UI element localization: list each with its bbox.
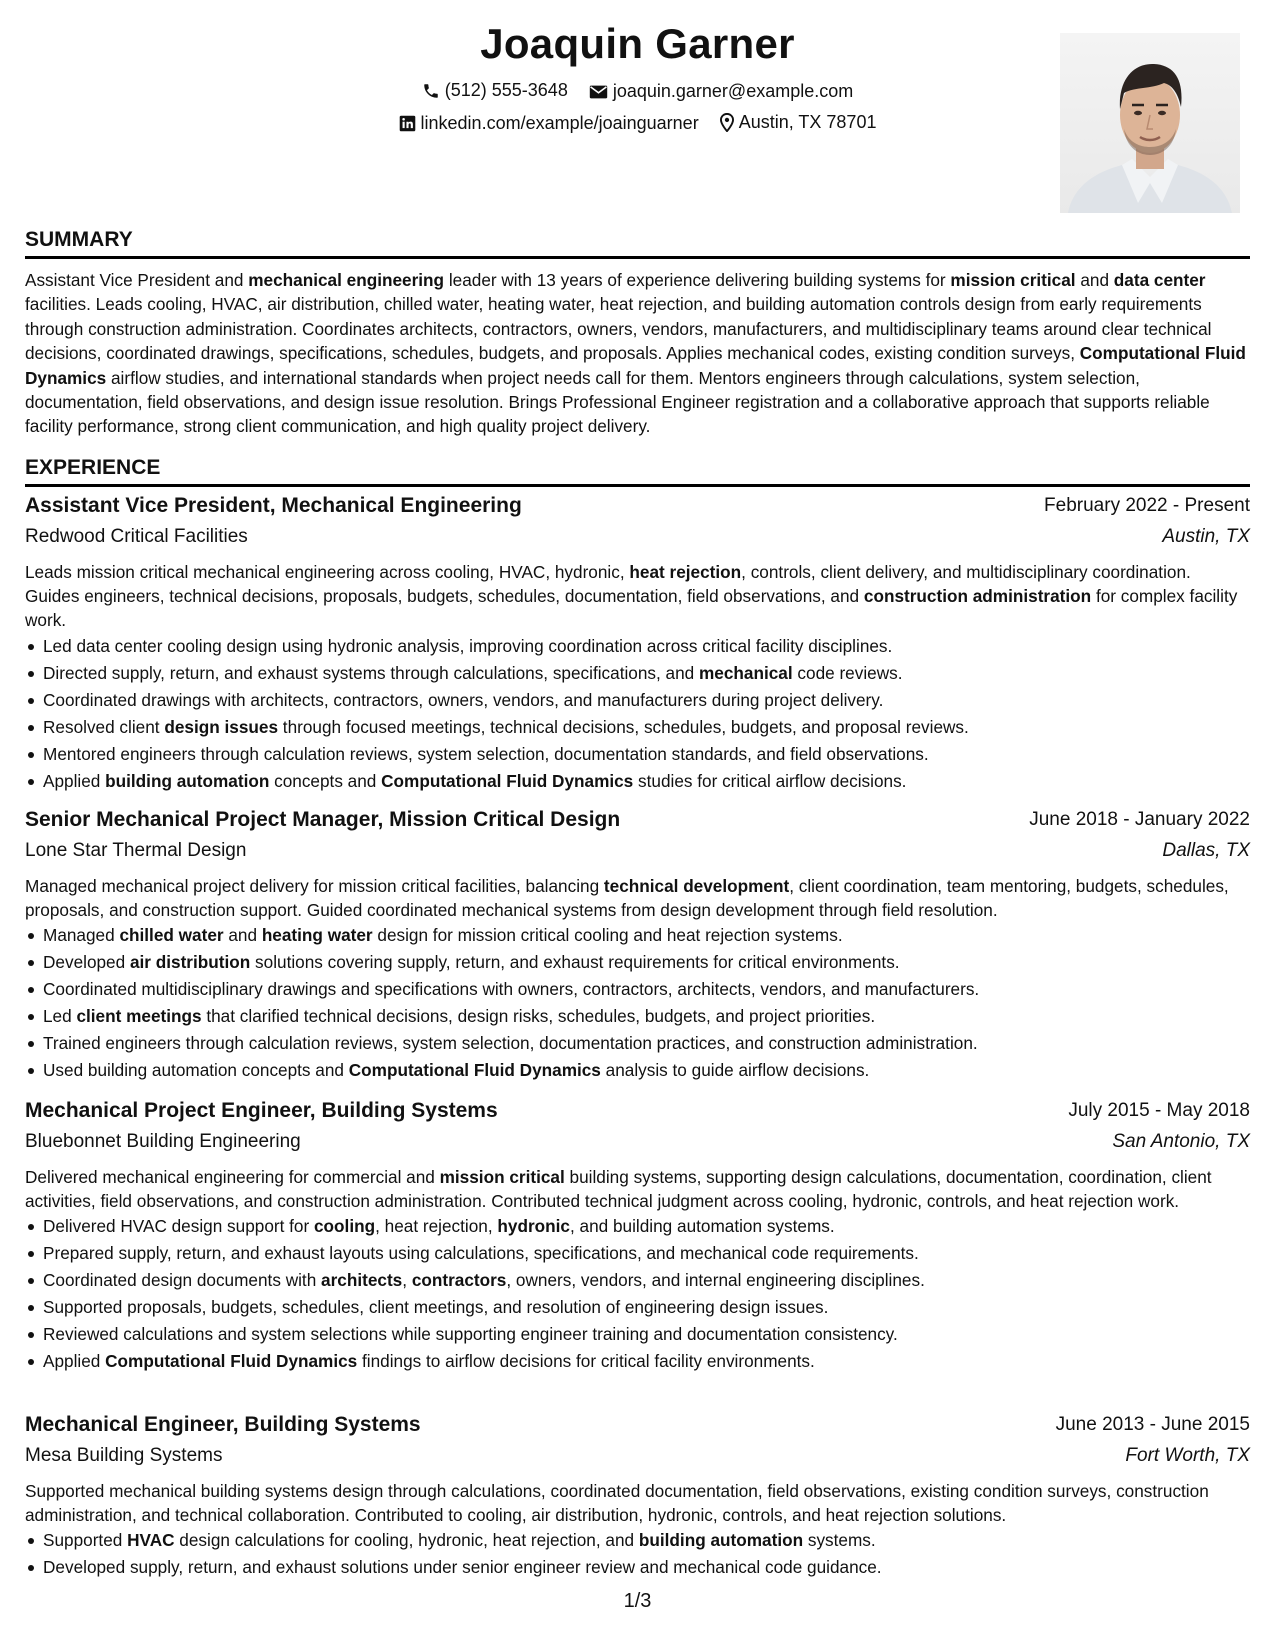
summary-text — [25, 268, 1250, 439]
text-run: code reviews. — [792, 662, 903, 683]
text-run: studies for critical airflow decisions. — [633, 770, 907, 791]
text-run: and — [223, 925, 262, 946]
text-run: findings to airflow decisions for critical facility environments. — [357, 1351, 815, 1372]
bold-text-run: contractors — [411, 1270, 507, 1291]
bold-text-run: mechanical engineering — [248, 270, 445, 290]
bold-text-run: design issues — [164, 716, 279, 737]
job-subheader — [25, 526, 1250, 558]
text-run: systems. — [803, 1530, 876, 1551]
job-bullet-item — [43, 768, 1250, 795]
text-run: , — [402, 1270, 412, 1291]
bold-text-run: chilled water — [119, 925, 224, 946]
text-run: Assistant Vice President and — [25, 270, 249, 290]
text-run: , heat rejection, — [375, 1216, 498, 1237]
text-run: and — [1075, 270, 1114, 290]
text-run: Leads mission critical mechanical engineering across cooling, HVAC, hydronic, — [25, 562, 630, 582]
bold-text-run: client meetings — [76, 1006, 202, 1027]
phone-contact — [422, 80, 568, 101]
job-bullet-item — [43, 1294, 1250, 1321]
job-location: Dallas, TX — [1162, 840, 1250, 861]
text-run: Delivered HVAC design support for — [43, 1216, 314, 1237]
bold-text-run: mechanical — [699, 662, 793, 683]
text-run: Directed supply, return, and exhaust systems through calculations, specifications, and — [43, 662, 700, 683]
text-run: Developed supply, return, and exhaust solutions under senior engineer review and mechanical code guidance. — [43, 1557, 882, 1578]
text-run: Delivered mechanical engineering for commercial and — [25, 1167, 440, 1187]
job-company: Redwood Critical Facilities — [25, 526, 248, 547]
job-title: Assistant Vice President, Mechanical Engineering — [25, 494, 522, 517]
text-run: Used building automation concepts and — [43, 1060, 349, 1081]
bold-text-run: Computational Fluid Dynamics — [105, 1351, 358, 1372]
text-run: design for mission critical cooling and heat rejection systems. — [372, 925, 843, 946]
job-bullet-item — [43, 633, 1250, 660]
job-bullet-list — [25, 922, 1250, 1084]
job-bullet-item — [43, 1003, 1250, 1030]
text-run: Resolved client — [43, 716, 165, 737]
bold-text-run: data center — [1113, 270, 1206, 290]
linkedin-contact[interactable] — [399, 113, 699, 134]
linkedin-icon — [399, 115, 416, 132]
job-entry — [25, 494, 1250, 795]
job-company: Bluebonnet Building Engineering — [25, 1131, 301, 1152]
text-run: that clarified technical decisions, design risks, schedules, budgets, and project priorities. — [201, 1006, 876, 1027]
bold-text-run: mission critical — [439, 1167, 565, 1187]
job-entry — [25, 1413, 1250, 1581]
job-dates: July 2015 - May 2018 — [1068, 1100, 1250, 1121]
text-run: Applied — [43, 770, 106, 791]
job-title: Mechanical Project Engineer, Building Systems — [25, 1099, 498, 1122]
text-run: Reviewed calculations and system selections while supporting engineer training and documentation consistency. — [43, 1324, 898, 1345]
job-bullet-item — [43, 922, 1250, 949]
job-subheader — [25, 1445, 1250, 1477]
bold-text-run: Computational Fluid Dynamics — [381, 770, 634, 791]
candidate-name: Joaquin Garner — [480, 20, 795, 67]
job-dates: June 2013 - June 2015 — [1055, 1414, 1250, 1435]
text-run: Led data center cooling design using hydronic analysis, improving coordination across critical facility disciplines. — [43, 635, 893, 656]
job-dates: February 2022 - Present — [1044, 495, 1250, 516]
job-location: San Antonio, TX — [1112, 1131, 1250, 1152]
job-title: Senior Mechanical Project Manager, Mission Critical Design — [25, 808, 621, 831]
bold-text-run: Computational Fluid Dynamics — [25, 343, 1246, 388]
job-description — [25, 874, 1250, 922]
job-entry — [25, 1099, 1250, 1375]
text-run: , controls, client delivery, and multidisciplinary coordination. Guides engineers, technical decisions, proposals, budgets, schedules, documentation, field observations, and — [25, 562, 1191, 607]
bold-text-run: Computational Fluid Dynamics — [348, 1060, 601, 1081]
job-title: Mechanical Engineer, Building Systems — [25, 1413, 421, 1436]
text-run: Applied — [43, 1351, 106, 1372]
text-run: , owners, vendors, and internal engineering disciplines. — [506, 1270, 925, 1291]
job-header — [25, 1099, 1250, 1131]
job-bullet-item — [43, 1527, 1250, 1554]
job-bullet-item — [43, 687, 1250, 714]
text-run: leader with 13 years of experience delivering building systems for — [444, 270, 951, 290]
text-run: Prepared supply, return, and exhaust layouts using calculations, specifications, and mechanical code requirements. — [43, 1243, 919, 1264]
text-run: , and building automation systems. — [569, 1216, 835, 1237]
text-run: analysis to guide airflow decisions. — [600, 1060, 870, 1081]
job-bullet-item — [43, 976, 1250, 1003]
job-bullet-item — [43, 714, 1250, 741]
text-run: Developed — [43, 952, 130, 973]
bold-text-run: air distribution — [129, 952, 251, 973]
text-run: building systems, supporting design calculations, documentation, coordination, client activities, field observations, and construction administration. Contributed technical judgment across cooling, hydronic, controls, and heat rejection work. — [25, 1167, 1212, 1212]
job-location: Austin, TX — [1162, 526, 1250, 547]
job-description — [25, 560, 1250, 633]
linkedin-text[interactable]: linkedin.com/example/joainguarner — [420, 113, 699, 133]
bold-text-run: HVAC — [127, 1530, 175, 1551]
experience-section-title: EXPERIENCE — [25, 456, 1250, 487]
text-run: Trained engineers through calculation reviews, system selection, documentation practices, and construction administration. — [43, 1033, 978, 1054]
job-location: Fort Worth, TX — [1125, 1445, 1250, 1466]
bold-text-run: heating water — [261, 925, 373, 946]
job-description — [25, 1479, 1250, 1527]
text-run: design calculations for cooling, hydronic, heat rejection, and — [174, 1530, 639, 1551]
text-run: Coordinated multidisciplinary drawings and specifications with owners, contractors, architects, vendors, and manufacturers. — [43, 979, 980, 1000]
job-dates: June 2018 - January 2022 — [1029, 809, 1250, 830]
text-run: Supported mechanical building systems design through calculations, coordinated documentation, field observations, existing condition surveys, construction administration, and technical collaboration. Contributed to cooling, air distribution, hydronic, controls, and heat rejection solutions. — [25, 1481, 1209, 1526]
text-run: airflow studies, and international standards when project needs call for them. Mentors engineers through calculations, system selection, documentation, field observations, and design issue resolution. Brings Professional Engineer registration and a collaborative approach that supports reliable facility performance, strong client communication, and high quality project delivery. — [25, 367, 1210, 437]
email-text[interactable]: joaquin.garner@example.com — [612, 81, 854, 101]
text-run: Supported proposals, budgets, schedules, client meetings, and resolution of engineering design issues. — [43, 1297, 829, 1318]
job-bullet-list — [25, 1527, 1250, 1581]
job-bullet-item — [43, 1213, 1250, 1240]
job-bullet-item — [43, 949, 1250, 976]
job-description — [25, 1165, 1250, 1213]
bold-text-run: cooling — [314, 1216, 376, 1237]
job-header — [25, 808, 1250, 840]
profile-photo — [1060, 33, 1240, 213]
envelope-icon — [589, 84, 608, 100]
job-bullet-item — [43, 1057, 1250, 1084]
job-bullet-item — [43, 1554, 1250, 1581]
bold-text-run: construction administration — [863, 586, 1092, 607]
bold-text-run: mission critical — [950, 270, 1076, 290]
page-number: 1/3 — [623, 1590, 652, 1612]
job-bullet-list — [25, 1213, 1250, 1375]
bold-text-run: hydronic — [497, 1216, 570, 1237]
job-bullet-list — [25, 633, 1250, 795]
text-run: Coordinated drawings with architects, contractors, owners, vendors, and manufacturers during project delivery. — [43, 689, 884, 710]
job-bullet-item — [43, 1030, 1250, 1057]
email-contact[interactable] — [589, 81, 853, 102]
location-contact — [720, 112, 877, 133]
job-bullet-item — [43, 1267, 1250, 1294]
text-run: Managed mechanical project delivery for mission critical facilities, balancing — [25, 876, 604, 896]
text-run: Coordinated design documents with — [43, 1270, 322, 1291]
job-company: Mesa Building Systems — [25, 1445, 223, 1466]
text-run: Mentored engineers through calculation reviews, system selection, documentation standards, and field observations. — [43, 743, 929, 764]
job-entry — [25, 808, 1250, 1084]
job-subheader — [25, 1131, 1250, 1163]
job-bullet-item — [43, 741, 1250, 768]
summary-section-title: SUMMARY — [25, 228, 1250, 259]
job-bullet-item — [43, 1348, 1250, 1375]
text-run: , client coordination, team mentoring, budgets, schedules, proposals, and construction support. Guided coordinated mechanical systems from design development through field resolution. — [25, 876, 1229, 921]
job-subheader — [25, 840, 1250, 872]
bold-text-run: technical development — [603, 876, 790, 896]
job-bullet-item — [43, 1240, 1250, 1267]
bold-text-run: building automation — [105, 770, 270, 791]
job-bullet-item — [43, 1321, 1250, 1348]
text-run: facilities. Leads cooling, HVAC, air distribution, chilled water, heating water, heat rejection, and building automation controls design from early requirements through construction administration. Coordinates architects, contractors, owners, vendors, manufacturers, and multidisciplinary teams around clear technical decisions, coordinated drawings, specifications, schedules, budgets, and proposals. Applies mechanical codes, existing condition surveys, — [25, 294, 1212, 364]
job-bullet-item — [43, 660, 1250, 687]
text-run: for complex facility work. — [25, 586, 1238, 631]
text-run: Managed — [43, 925, 120, 946]
text-run: concepts and — [269, 770, 382, 791]
job-company: Lone Star Thermal Design — [25, 840, 247, 861]
text-run: Supported — [43, 1530, 128, 1551]
phone-icon — [422, 82, 440, 100]
bold-text-run: architects — [321, 1270, 403, 1291]
text-run: solutions covering supply, return, and exhaust requirements for critical environments. — [250, 952, 900, 973]
text-run: through focused meetings, technical decisions, schedules, budgets, and proposal reviews. — [278, 716, 969, 737]
phone-text: (512) 555-3648 — [444, 80, 568, 100]
job-header — [25, 1413, 1250, 1445]
location-text: Austin, TX 78701 — [738, 112, 877, 132]
bold-text-run: heat rejection — [629, 562, 742, 582]
text-run: Led — [43, 1006, 77, 1027]
map-pin-icon — [720, 113, 734, 132]
bold-text-run: building automation — [638, 1530, 804, 1551]
job-header — [25, 494, 1250, 526]
